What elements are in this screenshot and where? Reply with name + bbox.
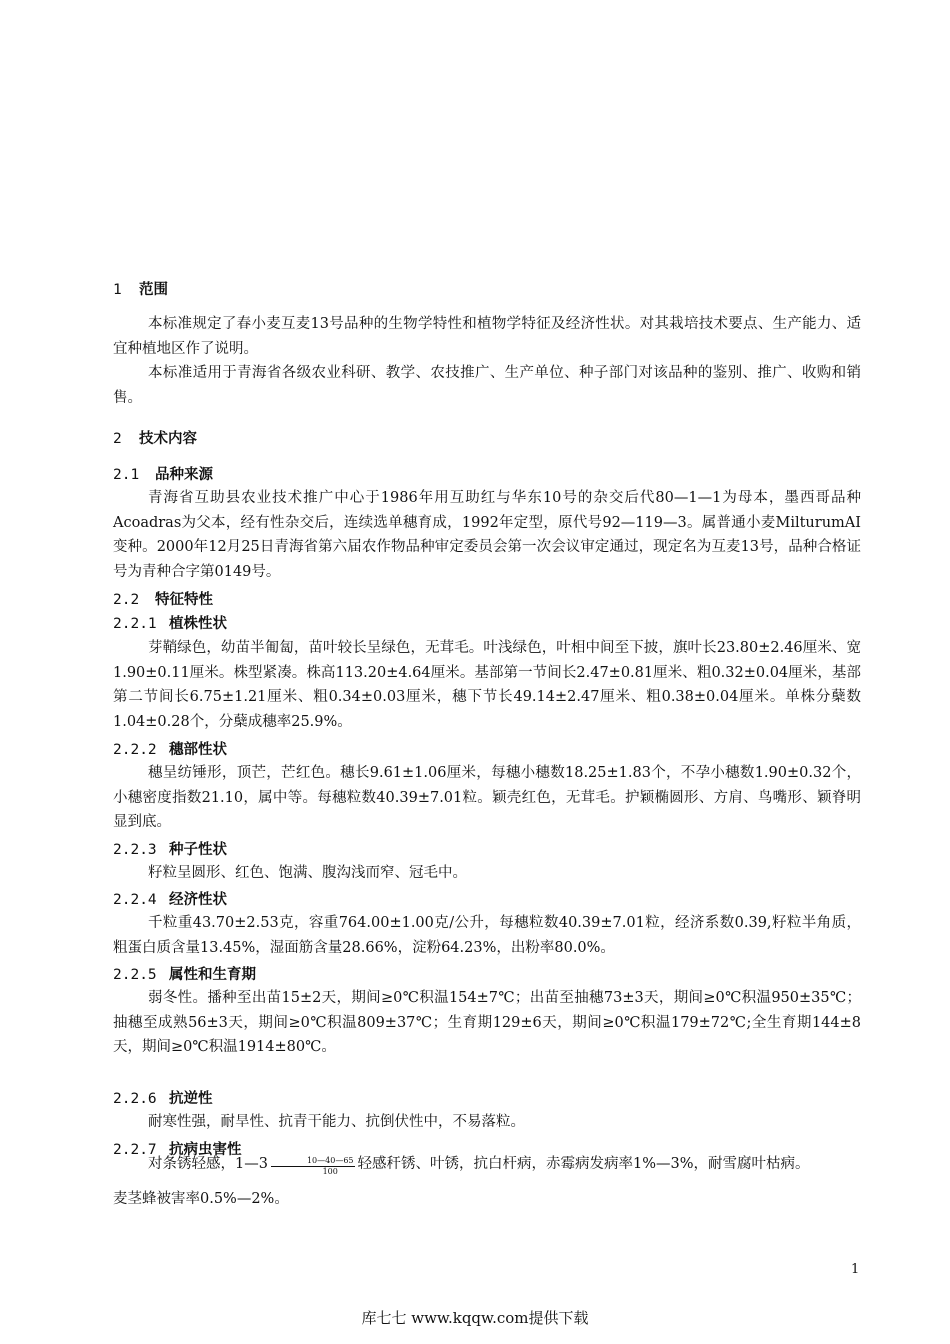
section-heading-2-2-5 [113,963,256,984]
section-heading-2-1 [113,463,213,484]
section-title: 品种来源 [155,467,213,483]
section-title: 经济性状 [169,892,227,908]
section-title: 穗部性状 [169,742,227,758]
paragraph-spike-traits: 穗呈纺锤形，顶芒，芒红色。穗长9.61±1.06厘米，每穗小穗数18.25±1.83个，不孕小穗数1.90±0.32个，小穗密度指数21.10，属中等。每穗粒数40.39±7.01粒。颖壳红色，无茸毛。护颖椭圆形、方肩、鸟嘴形、颖脊明显到底。 [113,765,861,830]
section-heading-2 [113,427,197,448]
section-number: 2 [113,431,122,447]
paragraph-sawfly-damage: 麦茎蜂被害率0.5%—2%。 [113,1191,289,1207]
paragraph-scope-2: 本标准适用于青海省各级农业科研、教学、农技推广、生产单位、种子部门对该品种的鉴别、推广、收购和销售。 [113,365,861,406]
section-number: 1 [113,282,122,298]
section-title: 特征特性 [155,592,213,608]
section-title: 种子性状 [169,842,227,858]
section-number: 2.2.7 [113,1142,157,1158]
section-heading-2-2-2 [113,738,227,759]
disease-text-a: 对条锈轻感，1—3 [148,1156,268,1172]
section-heading-2-2 [113,588,213,609]
paragraph-variety-origin: 青海省互助县农业技术推广中心于1986年用互助红与华东10号的杂交后代80—1—1为母本，墨西哥品种Acoadras为父本，经有性杂交后，连续选单穗育成，1992年定型，原代号92—119—3。属普通小麦MilturumAI变种。2000年12月25日青海省第六届农作物品种审定委员会第一次会议审定通过，现定名为互麦13号，品种合格证号为青种合字第0149号。 [113,490,861,580]
section-number: 2.2.2 [113,742,157,758]
section-title: 技术内容 [139,431,197,447]
section-title: 属性和生育期 [169,967,256,983]
fraction-denominator: 100 [322,1167,338,1176]
section-heading-2-2-1 [113,612,227,633]
section-heading-1 [113,278,168,299]
section-number: 2.2.6 [113,1091,157,1107]
fraction-numerator: 10—40—65 [271,1156,355,1167]
section-number: 2.2.1 [113,616,157,632]
disease-text-b: 轻感秆锈、叶锈，抗白杆病，赤霉病发病率1%—3%，耐雪腐叶枯病。 [357,1156,810,1172]
download-footer: 库七七 www.kqqw.com提供下载 [361,1309,589,1327]
section-title: 抗逆性 [169,1091,213,1107]
page-number: 1 [851,1262,860,1277]
paragraph-economic-traits: 千粒重43.70±2.53克，容重764.00±1.00克/公升，每穗粒数40.39±7.01粒，经济系数0.39,籽粒半角质，粗蛋白质含量13.45%，湿面筋含量28.66%，淀粉64.23%，出粉率80.0%。 [113,915,861,956]
section-number: 2.2 [113,592,140,608]
rust-fraction [271,1156,355,1177]
section-title: 植株性状 [169,616,227,632]
paragraph-scope-1: 本标准规定了春小麦互麦13号品种的生物学特性和植物学特征及经济性状。对其栽培技术要点、生产能力、适宜种植地区作了说明。 [113,316,861,357]
paragraph-stress-resistance: 耐寒性强，耐旱性、抗青干能力、抗倒伏性中，不易落粒。 [148,1114,525,1130]
paragraph-seed-traits: 籽粒呈圆形、红色、饱满、腹沟浅而窄、冠毛中。 [148,865,467,881]
section-number: 2.2.3 [113,842,157,858]
paragraph-disease-resistance [113,1147,861,1181]
paragraph-plant-traits: 芽鞘绿色，幼苗半匍匐，苗叶较长呈绿色，无茸毛。叶浅绿色，叶相中间至下披，旗叶长23.80±2.46厘米、宽1.90±0.11厘米。株型紧凑。株高113.20±4.64厘米。基部第一节间长2.47±0.81厘米、粗0.32±0.04厘米，基部第二节间长6.75±1.21厘米、粗0.34±0.03厘米，穗下节长49.14±2.47厘米、粗0.38±0.04厘米。单株分蘖数1.04±0.28个，分蘖成穗率25.9%。 [113,640,861,730]
section-number: 2.2.4 [113,892,157,908]
paragraph-growth-period: 弱冬性。播种至出苗15±2天，期间≥0℃积温154±7℃；出苗至抽穗73±3天，期间≥0℃积温950±35℃；抽穗至成熟56±3天，期间≥0℃积温809±37℃；生育期129±6天，期间≥0℃积温179±72℃;全生育期144±8天，期间≥0℃积温1914±80℃。 [113,990,861,1055]
section-number: 2.2.5 [113,967,157,983]
section-heading-2-2-3 [113,838,227,859]
section-heading-2-2-4 [113,888,227,909]
section-number: 2.1 [113,467,140,483]
section-heading-2-2-6 [113,1087,213,1108]
section-title: 范围 [139,282,168,298]
section-title: 抗病虫害性 [169,1142,242,1158]
